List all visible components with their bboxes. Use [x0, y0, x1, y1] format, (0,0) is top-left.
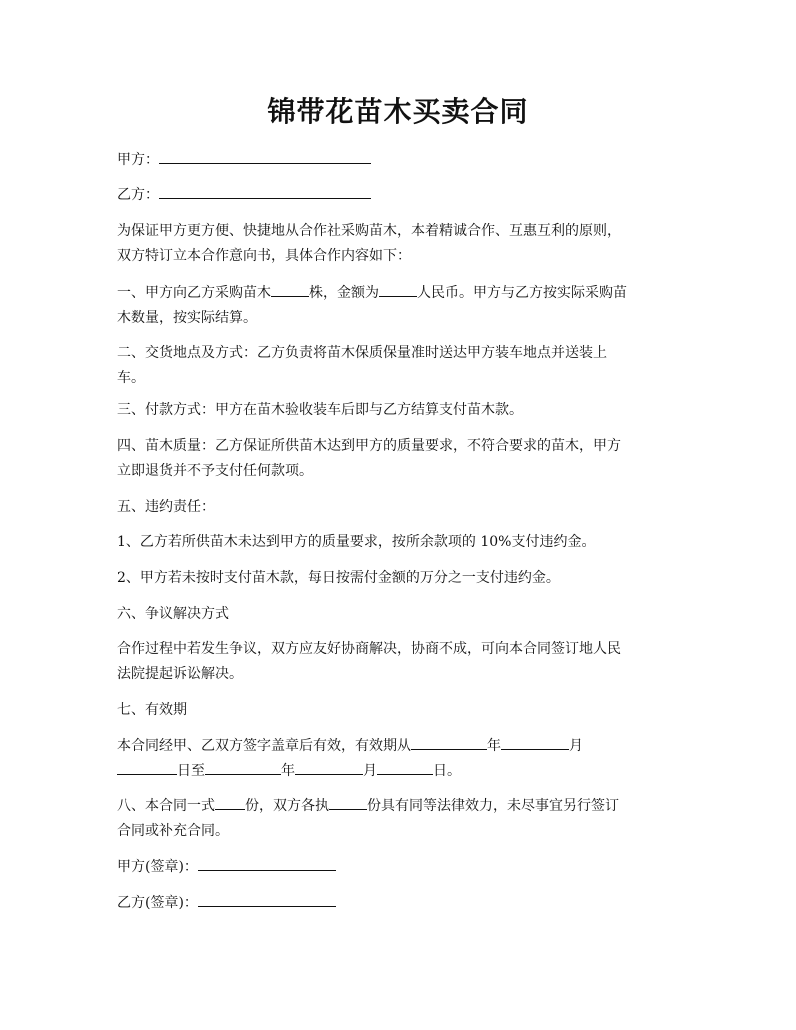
- clause-1: [117, 281, 682, 331]
- clause-1-line-2: 木数量，按实际结算。: [117, 310, 257, 326]
- clause-8-line-2: 合同或补充合同。: [117, 823, 229, 839]
- document-title: 锦带花苗木买卖合同: [267, 95, 529, 128]
- clause-8-text-c: 份具有同等法律效力，未尽事宜另行签订: [367, 798, 619, 814]
- copies-each-blank: [329, 794, 367, 810]
- party-b-line: [117, 183, 682, 208]
- clause-7-day-to: 日至: [177, 763, 205, 779]
- clause-5-item-2: 2、甲方若未按时支付苗木款，每日按需付金额的万分之一支付违约金。: [117, 570, 560, 586]
- clause-1-text-a: 一、甲方向乙方采购苗木: [117, 285, 271, 301]
- clause-1-text-c: 人民币。甲方与乙方按实际采购苗: [417, 285, 627, 301]
- intro-line-1: 为保证甲方更方便、快捷地从合作社采购苗木，本着精诚合作、互惠互利的原则，: [117, 223, 621, 239]
- intro-paragraph: [117, 219, 682, 269]
- clause-8-text-a: 八、本合同一式: [117, 798, 215, 814]
- start-year-blank: [411, 734, 487, 750]
- clause-6-heading: 六、争议解决方式: [117, 606, 229, 622]
- signature-b-blank: [198, 891, 336, 907]
- intro-line-2: 双方特订立本合作意向书，具体合作内容如下：: [117, 248, 411, 264]
- party-b-blank: [159, 183, 371, 199]
- start-month-blank: [501, 734, 569, 750]
- end-month-blank: [295, 759, 363, 775]
- clause-4-line-2: 立即退货并不予支付任何款项。: [117, 463, 313, 479]
- clause-2-line-1: 二、交货地点及方式：乙方负责将苗木保质保量准时送达甲方装车地点并送装上: [117, 345, 607, 361]
- party-a-blank: [159, 148, 371, 164]
- start-day-blank: [117, 759, 177, 775]
- clause-7-heading: 七、有效期: [117, 702, 187, 718]
- clause-6-line-2: 法院提起诉讼解决。: [117, 666, 243, 682]
- clause-8: [117, 794, 682, 844]
- clause-4: [117, 434, 682, 484]
- clause-2-line-2: 车。: [117, 370, 145, 386]
- clause-5-heading: 五、违约责任：: [117, 499, 215, 515]
- amount-blank: [379, 281, 417, 297]
- clause-7-text-a: 本合同经甲、乙双方签字盖章后有效，有效期从: [117, 738, 411, 754]
- clause-8-text-b: 份，双方各执: [245, 798, 329, 814]
- clause-2: [117, 341, 682, 391]
- clause-7-body: [117, 734, 682, 784]
- clause-1-text-b: 株，金额为: [309, 285, 379, 301]
- signature-a-label: 甲方(签章)：: [117, 859, 198, 875]
- party-a-label: 甲方：: [117, 152, 159, 168]
- clause-4-line-1: 四、苗木质量：乙方保证所供苗木达到甲方的质量要求，不符合要求的苗木，甲方: [117, 438, 621, 454]
- clause-7-month-1: 月: [569, 738, 583, 754]
- clause-7-day-end: 日。: [433, 763, 461, 779]
- clause-5-item-1: 1、乙方若所供苗木未达到甲方的质量要求，按所余款项的 10%支付违约金。: [117, 534, 596, 550]
- end-year-blank: [205, 759, 281, 775]
- clause-7-year-2: 年: [281, 763, 295, 779]
- party-a-line: [117, 148, 682, 173]
- signature-a-line: [117, 855, 682, 880]
- party-b-label: 乙方：: [117, 187, 159, 203]
- clause-7-month-2: 月: [363, 763, 377, 779]
- copies-total-blank: [215, 794, 245, 810]
- clause-6-body: [117, 637, 682, 687]
- end-day-blank: [377, 759, 433, 775]
- signature-b-line: [117, 891, 682, 916]
- clause-3: 三、付款方式：甲方在苗木验收装车后即与乙方结算支付苗木款。: [117, 402, 523, 418]
- clause-6-line-1: 合作过程中若发生争议，双方应友好协商解决，协商不成，可向本合同签订地人民: [117, 641, 621, 657]
- signature-b-label: 乙方(签章)：: [117, 895, 198, 911]
- clause-7-year-1: 年: [487, 738, 501, 754]
- signature-a-blank: [198, 855, 336, 871]
- quantity-blank: [271, 281, 309, 297]
